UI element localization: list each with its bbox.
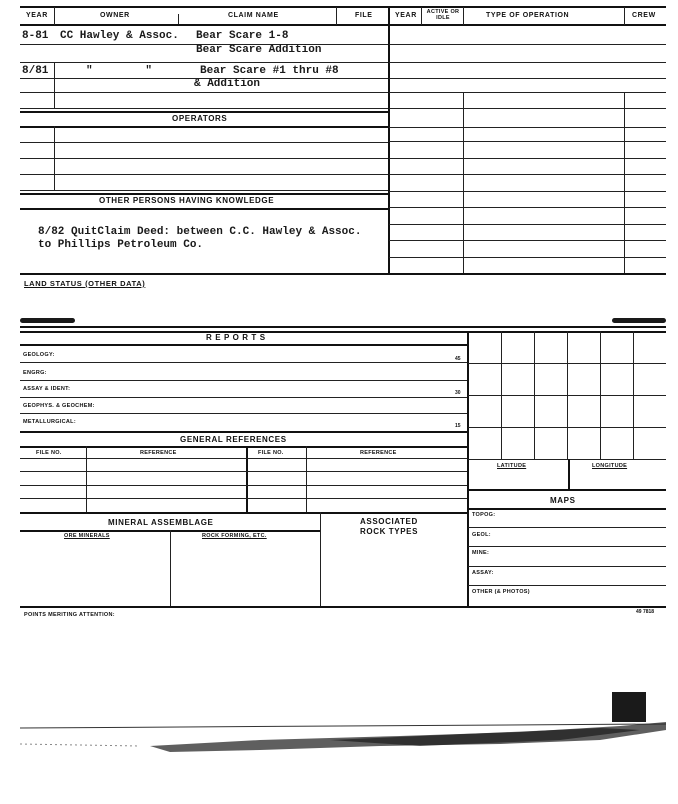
report-geology-num: 45	[455, 356, 461, 362]
row1-year: 8-81	[22, 30, 49, 42]
row3-claim: Bear Scare #1 thru #8	[200, 65, 339, 77]
maps-title: MAPS	[550, 496, 576, 505]
maps-topog: TOPOG:	[472, 512, 496, 518]
rock-forming-label: ROCK FORMING, ETC.	[202, 533, 267, 539]
points-meriting-label: POINTS MERITING ATTENTION:	[24, 612, 115, 618]
col-header-active-idle: ACTIVE OR IDLE	[426, 9, 460, 21]
reports-title: R E P O R T S	[206, 333, 266, 342]
row1-claim: Bear Scare 1-8	[196, 30, 289, 42]
form-number: 49 7818	[636, 609, 655, 615]
mineral-assemblage-title: MINERAL ASSEMBLAGE	[108, 518, 214, 527]
longitude-label: LONGITUDE	[592, 463, 628, 469]
col-header-type-of-operation: TYPE OF OPERATION	[486, 12, 570, 19]
row3-year: 8/81	[22, 65, 49, 77]
ink-smudge-left	[20, 318, 75, 323]
genref-col-ref1: REFERENCE	[140, 450, 177, 456]
rock-types-label: ROCK TYPES	[360, 527, 419, 536]
col-header-file: FILE	[355, 12, 373, 19]
maps-mine: MINE:	[472, 550, 490, 556]
row3-owner: " "	[86, 65, 153, 77]
col-header-claim-name: CLAIM NAME	[228, 12, 279, 19]
maps-geol: GEOL:	[472, 532, 491, 538]
col-header-owner: OWNER	[100, 12, 130, 19]
col-header-crew: CREW	[632, 12, 656, 19]
report-assay: ASSAY & IDENT:	[23, 386, 71, 392]
col-header-year2: YEAR	[395, 12, 417, 19]
genref-col-file2: FILE NO.	[258, 450, 284, 456]
land-status-label: LAND STATUS (OTHER DATA)	[24, 279, 146, 288]
operators-title: OPERATORS	[172, 114, 228, 123]
report-assay-num: 30	[455, 390, 461, 396]
latitude-label: LATITUDE	[497, 463, 527, 469]
genref-col-ref2: REFERENCE	[360, 450, 397, 456]
ink-smudge-right	[612, 318, 666, 323]
ore-minerals-label: ORE MINERALS	[64, 533, 110, 539]
genref-col-file1: FILE NO.	[36, 450, 62, 456]
col-header-year: YEAR	[26, 12, 48, 19]
report-engrg: ENGRG:	[23, 370, 47, 376]
row2-claim: Bear Scare Addition	[196, 44, 322, 56]
report-metallurgical: METALLURGICAL:	[23, 419, 76, 425]
general-references-title: GENERAL REFERENCES	[180, 435, 287, 444]
other-persons-note-line1: 8/82 QuitClaim Deed: between C.C. Hawley & Assoc.	[38, 226, 362, 238]
report-metallurgical-num: 15	[455, 423, 461, 429]
other-persons-title: OTHER PERSONS HAVING KNOWLEDGE	[99, 196, 275, 205]
report-geophys: GEOPHYS. & GEOCHEM:	[23, 403, 95, 409]
maps-assay: ASSAY:	[472, 570, 494, 576]
associated-label: ASSOCIATED	[360, 517, 418, 526]
row4-claim: & Addition	[194, 78, 261, 90]
report-geology: GEOLOGY:	[23, 352, 55, 358]
scan-noise-band	[0, 700, 678, 770]
other-persons-note-line2: to Phillips Petroleum Co.	[38, 239, 204, 251]
maps-other: OTHER (& PHOTOS)	[472, 589, 530, 595]
row1-owner: CC Hawley & Assoc.	[60, 30, 179, 42]
